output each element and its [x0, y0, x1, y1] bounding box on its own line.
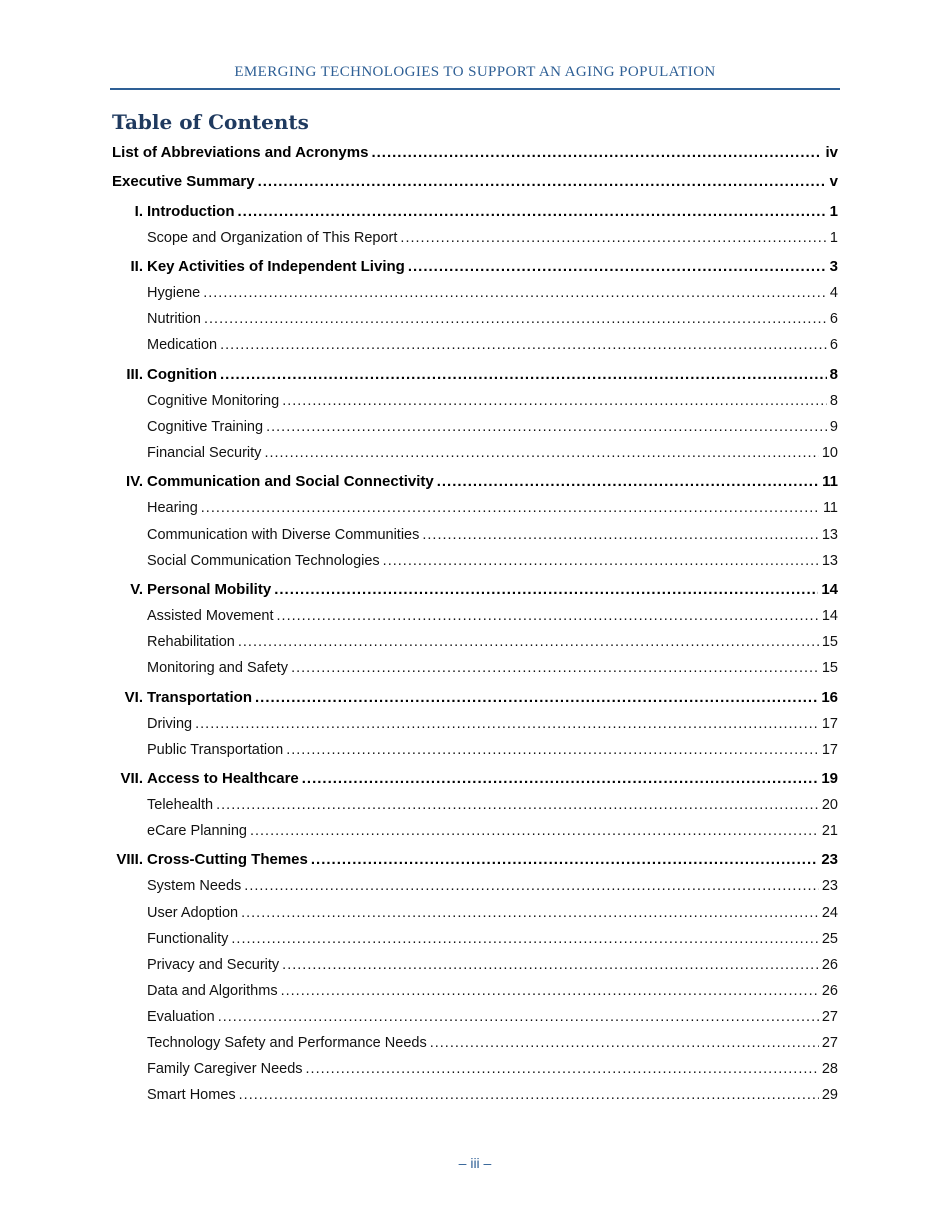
toc-dot-leader	[437, 472, 819, 492]
toc-chapter-entry[interactable]	[112, 850, 838, 870]
toc-dot-leader	[286, 740, 819, 760]
toc-section-entry[interactable]	[147, 929, 838, 949]
toc-chapter-number: V.	[130, 581, 143, 598]
toc-entry-label: Cognitive Training	[147, 419, 264, 435]
toc-top-entry[interactable]	[112, 143, 838, 163]
toc-entry-label: Hearing	[147, 500, 198, 516]
toc-entry-label: Cross-Cutting Themes	[147, 851, 308, 868]
toc-entry-label: Introduction	[147, 203, 235, 220]
toc-page-number: 8	[829, 366, 838, 383]
toc-page-number: 25	[821, 931, 838, 947]
toc-page-number: 24	[821, 905, 838, 921]
toc-entry-label: Key Activities of Independent Living	[147, 258, 405, 275]
toc-title: Table of Contents	[112, 110, 309, 134]
toc-section-entry[interactable]	[147, 1059, 838, 1079]
toc-dot-leader	[220, 365, 827, 385]
toc-section-entry[interactable]	[147, 632, 838, 652]
toc-section-entry[interactable]	[147, 821, 838, 841]
toc-dot-leader	[277, 606, 819, 626]
toc-chapter-entry[interactable]	[112, 472, 838, 492]
toc-section-entry[interactable]	[147, 417, 838, 437]
toc-dot-leader	[250, 821, 819, 841]
toc-chapter-number: IV.	[126, 473, 143, 490]
toc-dot-leader	[204, 309, 827, 329]
toc-dot-leader	[231, 929, 818, 949]
toc-entry-label: System Needs	[147, 878, 242, 894]
toc-section-entry[interactable]	[147, 714, 838, 734]
toc-dot-leader	[203, 283, 827, 303]
toc-section-entry[interactable]	[147, 903, 838, 923]
toc-dot-leader	[264, 443, 818, 463]
toc-entry-label: Cognitive Monitoring	[147, 393, 280, 409]
toc-page-number: 14	[821, 581, 838, 598]
toc-entry-label: Smart Homes	[147, 1087, 236, 1103]
toc-page-number: 6	[829, 311, 838, 327]
toc-entry-label: Technology Safety and Performance Needs	[147, 1035, 427, 1051]
toc-page-number: 9	[829, 419, 838, 435]
toc-entry-label: eCare Planning	[147, 823, 247, 839]
toc-dot-leader	[400, 228, 827, 248]
toc-page-number: 10	[821, 445, 838, 461]
toc-entry-label: Evaluation	[147, 1009, 215, 1025]
toc-entry-label: Hygiene	[147, 285, 201, 301]
toc-page-number: 15	[821, 634, 838, 650]
toc-entry-label: Public Transportation	[147, 742, 284, 758]
toc-page-number: 8	[829, 393, 838, 409]
toc-section-entry[interactable]	[147, 606, 838, 626]
toc-dot-leader	[201, 498, 820, 518]
toc-page-number: 11	[822, 473, 838, 490]
toc-chapter-entry[interactable]	[112, 769, 838, 789]
running-header: EMERGING TECHNOLOGIES TO SUPPORT AN AGING POPULATION	[234, 64, 716, 80]
toc-page-number: iv	[825, 144, 838, 161]
toc-dot-leader	[218, 1007, 819, 1027]
toc-entry-label: Scope and Organization of This Report	[147, 230, 398, 246]
toc-dot-leader	[266, 417, 827, 437]
toc-chapter-entry[interactable]	[112, 257, 838, 277]
toc-entry-label: Communication with Diverse Communities	[147, 527, 420, 543]
toc-dot-leader	[371, 143, 822, 163]
toc-page-number: 19	[821, 770, 838, 787]
toc-page-number: 20	[821, 797, 838, 813]
toc-page-number: 6	[829, 337, 838, 353]
toc-entry-label: Monitoring and Safety	[147, 660, 289, 676]
toc-section-entry[interactable]	[147, 1085, 838, 1105]
toc-page-number: 13	[821, 553, 838, 569]
toc-chapter-entry[interactable]	[112, 688, 838, 708]
toc-section-entry[interactable]	[147, 955, 838, 975]
toc-dot-leader	[291, 658, 819, 678]
toc-section-entry[interactable]	[147, 498, 838, 518]
toc-dot-leader	[237, 202, 826, 222]
toc-section-entry[interactable]	[147, 551, 838, 571]
toc-entry-label: Transportation	[147, 689, 253, 706]
toc-page-number: 11	[822, 500, 838, 516]
toc-chapter-entry[interactable]	[112, 365, 838, 385]
toc-section-entry[interactable]	[147, 981, 838, 1001]
toc-entry-label: List of Abbreviations and Acronyms	[112, 144, 369, 161]
toc-entry-label: Personal Mobility	[147, 581, 272, 598]
toc-dot-leader	[282, 955, 819, 975]
toc-page-number: 26	[821, 957, 838, 973]
toc-section-entry[interactable]	[147, 228, 838, 248]
toc-section-entry[interactable]	[147, 391, 838, 411]
toc-page-number: 14	[821, 608, 838, 624]
toc-page-number: 27	[821, 1035, 838, 1051]
toc-section-entry[interactable]	[147, 1033, 838, 1053]
toc-dot-leader	[383, 551, 819, 571]
toc-entry-label: Medication	[147, 337, 218, 353]
toc-entry-label: Family Caregiver Needs	[147, 1061, 303, 1077]
toc-dot-leader	[244, 876, 819, 896]
toc-page-number: 23	[821, 851, 838, 868]
toc-page-number: v	[829, 173, 838, 190]
toc-page-number: 4	[829, 285, 838, 301]
toc-dot-leader	[430, 1033, 819, 1053]
toc-page-number: 17	[821, 742, 838, 758]
toc-section-entry[interactable]	[147, 443, 838, 463]
toc-chapter-number: I.	[134, 203, 143, 220]
toc-entry-label: Social Communication Technologies	[147, 553, 380, 569]
toc-entry-label: User Adoption	[147, 905, 239, 921]
toc-entry-label: Nutrition	[147, 311, 201, 327]
toc-dot-leader	[311, 850, 818, 870]
toc-dot-leader	[306, 1059, 819, 1079]
toc-entry-label: Telehealth	[147, 797, 214, 813]
toc-section-entry[interactable]	[147, 335, 838, 355]
page-number-footer: – iii –	[458, 1155, 492, 1171]
toc-entry-label: Rehabilitation	[147, 634, 235, 650]
toc-top-entry[interactable]	[112, 172, 838, 192]
toc-page-number: 15	[821, 660, 838, 676]
toc-section-entry[interactable]	[147, 283, 838, 303]
toc-section-entry[interactable]	[147, 1007, 838, 1027]
toc-entry-label: Financial Security	[147, 445, 262, 461]
toc-dot-leader	[274, 580, 818, 600]
toc-dot-leader	[408, 257, 827, 277]
toc-dot-leader	[255, 688, 818, 708]
toc-dot-leader	[302, 769, 819, 789]
toc-entry-label: Driving	[147, 716, 193, 732]
toc-page-number: 1	[829, 230, 838, 246]
toc-dot-leader	[241, 903, 819, 923]
toc-section-entry[interactable]	[147, 876, 838, 896]
toc-page-number: 3	[829, 258, 838, 275]
toc-section-entry[interactable]	[147, 309, 838, 329]
toc-dot-leader	[258, 172, 827, 192]
toc-dot-leader	[220, 335, 827, 355]
toc-entry-label: Data and Algorithms	[147, 983, 278, 999]
toc-dot-leader	[216, 795, 819, 815]
toc-page-number: 1	[829, 203, 838, 220]
toc-entry-label: Communication and Social Connectivity	[147, 473, 434, 490]
toc-entry-label: Privacy and Security	[147, 957, 280, 973]
toc-entry-label: Functionality	[147, 931, 229, 947]
toc-page-number: 23	[821, 878, 838, 894]
toc-page-number: 28	[821, 1061, 838, 1077]
toc-dot-leader	[238, 632, 819, 652]
toc-page-number: 13	[821, 527, 838, 543]
toc-dot-leader	[195, 714, 819, 734]
toc-chapter-number: VII.	[120, 770, 143, 787]
toc-dot-leader	[422, 525, 818, 545]
toc-entry-label: Cognition	[147, 366, 217, 383]
toc-page-number: 27	[821, 1009, 838, 1025]
toc-dot-leader	[282, 391, 827, 411]
toc-page-number: 17	[821, 716, 838, 732]
toc-entry-label: Executive Summary	[112, 173, 255, 190]
toc-chapter-entry[interactable]	[112, 580, 838, 600]
toc-entry-label: Assisted Movement	[147, 608, 274, 624]
toc-chapter-number: III.	[126, 366, 143, 383]
toc-dot-leader	[281, 981, 819, 1001]
toc-chapter-number: II.	[130, 258, 143, 275]
toc-page-number: 26	[821, 983, 838, 999]
toc-section-entry[interactable]	[147, 658, 838, 678]
toc-page-number: 16	[821, 689, 838, 706]
toc-dot-leader	[239, 1085, 819, 1105]
toc-page-number: 29	[821, 1087, 838, 1103]
toc-section-entry[interactable]	[147, 795, 838, 815]
toc-section-entry[interactable]	[147, 740, 838, 760]
toc-entry-label: Access to Healthcare	[147, 770, 299, 787]
toc-chapter-entry[interactable]	[112, 202, 838, 222]
toc-chapter-number: VIII.	[116, 851, 143, 868]
toc-chapter-number: VI.	[124, 689, 143, 706]
toc-section-entry[interactable]	[147, 525, 838, 545]
toc-page-number: 21	[821, 823, 838, 839]
